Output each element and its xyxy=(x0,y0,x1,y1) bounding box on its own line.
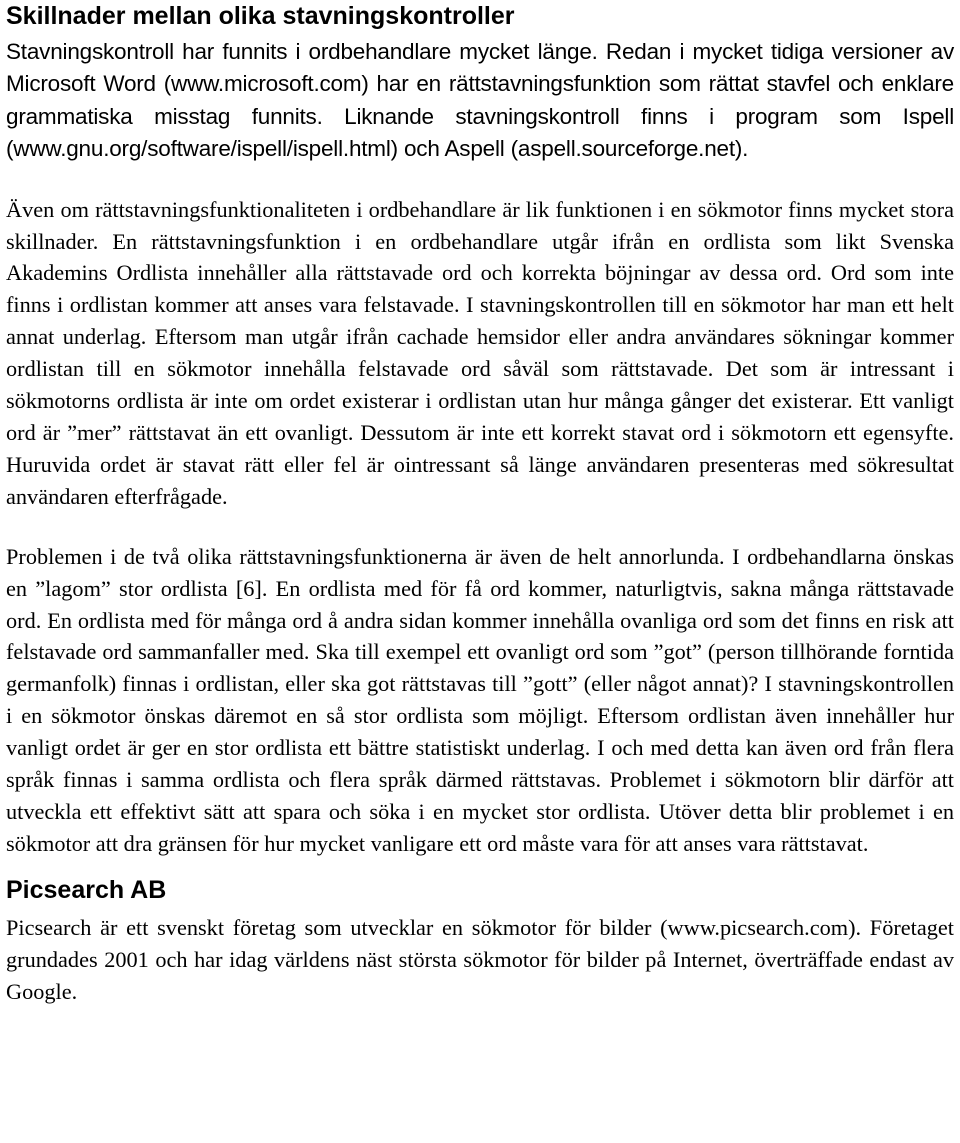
paragraph-search-engine-differences: Även om rättstavningsfunktionaliteten i ordbehandlare är lik funktionen i en sökmotor finns mycket stora skillnader. En rättstavningsfunktion i en ordbehandlare utgår ifrån en ordlista som likt Svenska Akademins Ordlista innehåller alla rättstavade ord och korrekta böjningar av dessa ord. Ord som inte finns i ordlistan kommer att anses vara felstavade. I stavningskontrollen till en sökmotor har man ett helt annat underlag. Eftersom man utgår ifrån cachade hemsidor eller andra användares sökningar kommer ordlistan till en sökmotor innehålla felstavade ord såväl som rättstavade. Det som är intressant i sökmotorns ordlista är inte om ordet existerar i ordlistan utan hur många gånger det existerar. Ett vanligt ord är ”mer” rättstavat än ett ovanligt. Dessutom är inte ett korrekt stavat ord i sökmotorn ett egensyfte. Huruvida ordet är stavat rätt eller fel är ointressant så länge användaren presenteras med sökresultat användaren efterfrågade. xyxy=(6,196,954,509)
paragraph-picsearch-intro: Picsearch är ett svenskt företag som utvecklar en sökmotor för bilder (www.picsearch.com). Företaget grundades 2001 och har idag världens näst största sökmotor för bilder på Internet, överträffade endast av Google. xyxy=(6,914,954,1004)
paragraph-spellcheck-history: Stavningskontroll har funnits i ordbehandlare mycket länge. Redan i mycket tidiga versioner av Microsoft Word (www.microsoft.com) har en rättstavningsfunktion som rättat stavfel och enklare grammatiska misstag funnits. Liknande stavningskontroll finns i program som Ispell (www.gnu.org/software/ispell/ispell.html) och Aspell (aspell.sourceforge.net). xyxy=(6,39,954,162)
section-heading-picsearch: Picsearch AB xyxy=(6,875,167,904)
paragraph-wordlist-problems: Problemen i de två olika rättstavningsfunktionerna är även de helt annorlunda. I ordbehandlarna önskas en ”lagom” stor ordlista [6]. En ordlista med för få ord kommer, naturligtvis, sakna många rättstavade ord. En ordlista med för många ord å andra sidan kommer innehålla ovanliga ord som det finns en risk att felstavade ord sammanfaller med. Ska till exempel ett ovanligt ord som ”got” (person tillhörande forntida germanfolk) finnas i ordlistan, eller ska got rättstavas till ”gott” (eller något annat)? I stavningskontrollen i en sökmotor önskas däremot en så stor ordlista som möjligt. Eftersom ordlistan även innehåller hur vanligt ordet är ger en stor ordlista ett bättre statistiskt underlag. I och med detta kan även ord från flera språk finnas i samma ordlista och flera språk därmed rättstavas. Problemet i sökmotorn blir därför att utveckla ett effektivt sätt att spara och söka i en mycket stor ordlista. Utöver detta blir problemet i en sökmotor att dra gränsen för hur mycket vanligare ett ord måste vara för att anses vara rättstavat. xyxy=(6,543,954,856)
section-heading-spellcheckers: Skillnader mellan olika stavningskontroller xyxy=(6,2,515,30)
